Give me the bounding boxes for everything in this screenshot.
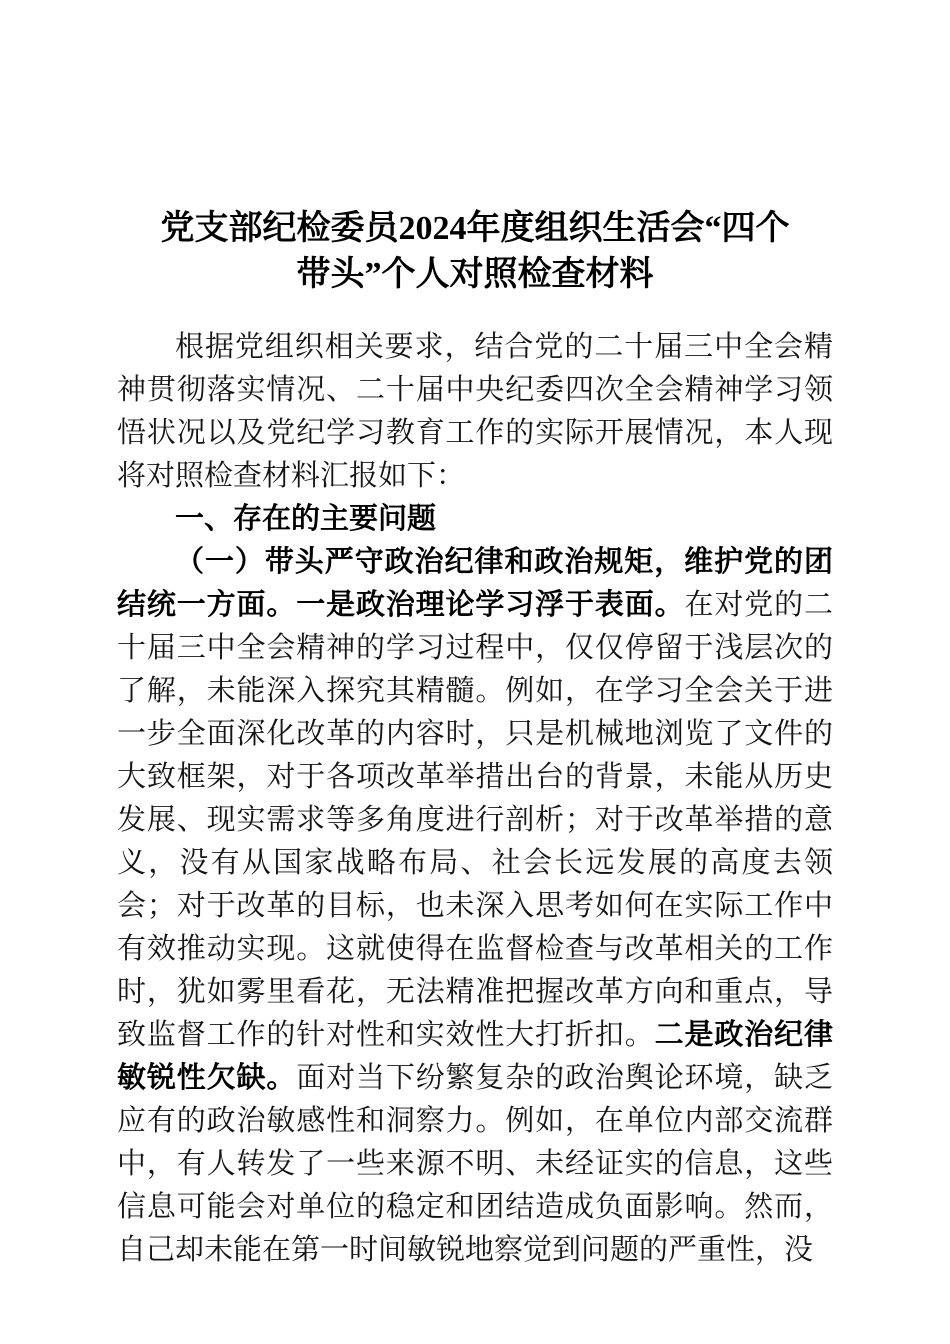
text-run: 在对党的二十届三中全会精神的学习过程中，仅仅停留于浅层次的了解，未能深入探究其精髓。例如，在学习全会关于进一步全面深化改革的内容时，只是机械地浏览了文件的大致框架，对于各项改革举措出台的背景，未能从历史发展、现实需求等多角度进行剖析；对于改革举措的意义，没有从国家战略布局、社会长远发展的高度去领会；对于改革的目标，也未深入思考如何在实际工作中有效推动实现。这就使得在监督检查与改革相关的工作时，犹如雾里看花，无法精准把握改革方向和重点，导致监督工作的针对性和实效性大打折扣。 xyxy=(117,589,833,1051)
document-title-line-2: 带头”个人对照检查材料 xyxy=(296,256,654,293)
text-run: 面对当下纷繁复杂的政治舆论环境，缺乏应有的政治敏感性和洞察力。例如，在单位内部交流群中，有人转发了一些来源不明、未经证实的信息，这些信息可能会对单位的稳定和团结造成负面影响。然而，自己却未能在第一时间敏锐地察觉到问题的严重性，没 xyxy=(117,1062,833,1266)
paragraph xyxy=(117,326,833,498)
document-title xyxy=(117,206,833,298)
section-heading xyxy=(117,498,833,541)
text-run: （一）带头严守政治纪律和政治规矩，维护党的团结统一方面。一是政治理论学习浮于表面。 xyxy=(117,546,833,621)
text-run: 根据党组织相关要求，结合党的二十届三中全会精神贯彻落实情况、二十届中央纪委四次全会精神学习领悟状况以及党纪学习教育工作的实际开展情况，本人现将对照检查材料汇报如下： xyxy=(117,331,833,492)
text-run: 一、存在的主要问题 xyxy=(175,503,437,535)
document-body xyxy=(117,326,833,1272)
document-title-line-1: 党支部纪检委员2024年度组织生活会“四个 xyxy=(160,210,790,247)
paragraph xyxy=(117,541,833,1272)
text-run: 二是政治纪律敏锐性欠缺。 xyxy=(117,1019,833,1094)
